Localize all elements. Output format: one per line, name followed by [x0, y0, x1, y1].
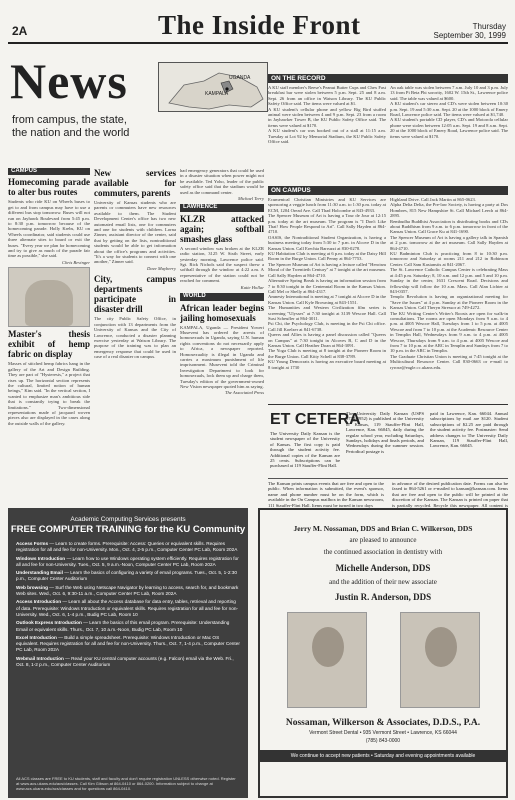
page-title: The Inside Front: [158, 10, 361, 40]
news-heading: News: [10, 53, 128, 109]
campus-headline: Homecoming parade to alter bus routes: [8, 177, 90, 198]
services-byline: Dave Mayberry: [147, 265, 176, 271]
record-item: A KU student's portable CD player, CD's and Motorola cellular phone were stolen between 12:05 a.m. Sept. 19 and 8 a.m. Sept. 20 at the 1000 block of Emery Road, Lawrence police said. The items were valued at $170.: [390, 117, 508, 139]
calendar-policy: [268, 478, 508, 508]
course-item: Access Introduction — Learn all about the Access database for data entry, tables, retrieval and reporting of data. Prerequisite: Windows Introduction or equivalent skills. Requires registration for all and fee for non-University. Wed., Oct. 6, 1-4 p.m., Budig PC Lab, Room 10: [16, 599, 238, 617]
course-item: Understanding Email — Learn the basics of configuring a variety of email programs. Tues., Oct. 5, 1-2:30 p.m., Computer Center Auditorium: [16, 570, 237, 582]
map-city-label: KAMPALA: [205, 91, 229, 97]
event-item: Alpha Delta Delta, the Pre-law Society, is having a party at Dos Hombres, 815 New Hampshire St. Call Michael Leech at 864-2895.: [390, 202, 508, 219]
drill-body: The city Public Safety Office, in conjunction with 13 departments from the University of Kansas and the City of Lawrence, conducted a disaster planning exercise yesterday at Watson Library. The purpose of the training was to plan an emergency response that could be used in case of a real disaster on campus.: [94, 316, 176, 360]
event-item: The Spencer Museum of Art is having a lecture called "Heroism Moral of the Twentieth Century" at 7 tonight at the art museum. Call Sally Hayden at 864-4710.: [268, 261, 386, 278]
event-item: OASIS, the Nontraditional Student Organization, is having a business meeting today from 5:30 to 7 p.m. in Alcove D in the Kansas Union. Call Erechia Barruzzi at 830-0278.: [268, 234, 386, 251]
on-campus: [268, 186, 508, 404]
page-number: 2A: [12, 24, 28, 38]
event-item: KU Badminton Club is practicing from 8 to 10:30 p.m. tomorrow and Saturday at rooms 211 and 212 in Robinson Center. Call Sam Kasianstis at 841-2067.: [390, 251, 508, 267]
event-item: Alternative Spring Break is having an information session from 7 to 8:30 tonight in the Centennial Room in the Kansas Union. Call Mel or Shelly at 864-4317.: [268, 278, 386, 294]
event-item: The Graduate Christian Union is meeting at 7:45 tonight at the Multicultural Resource Center. Call 830-0663 or e-mail to ryrose@eagle.cc.ukans.edu.: [390, 353, 508, 370]
issue-date: September 30, 1999: [433, 31, 506, 40]
associate-name-1: Michelle Anderson, DDS: [335, 563, 431, 573]
course-item: Access Forms — Learn to create forms. Prerequisite: Access: Queries or equivalent skills. Requires registration for all and fee for non-University. Mon., Oct. 4, 2-5 p.m., Computer Center PC Lab, Room 202A: [16, 541, 238, 553]
practice-phone: (785) 843-0000: [365, 738, 401, 744]
event-item: Queers and Allies is having a panel discussion called "Queers on Campus" at 7:30 tonight in Alcoves B, C and D in the Kansas Union. Call Heather Doan at 864-3091.: [268, 332, 386, 348]
ad-footer: All ACS classes are FREE to KU students, staff and faculty and don't require registration UNLESS otherwise noted. Register at www.acs.ukans.edu/acs/classes. Call Kim Gibson at 864-0410 or 864-0200. Information subject to change at www.acs.ukans.edu/acs/classes and for questions call 864-0410.: [16, 776, 236, 792]
hemp-exhibit-photo: [8, 267, 90, 327]
event-item: KU Young Democrats is having an executive board meeting at 8 tonight at 1730: [268, 359, 386, 370]
on-the-record-col-1: [268, 85, 386, 179]
practice-tagline: We continue to accept new patients • Saturday and evening appointments available: [260, 750, 506, 762]
course-name: Access Introduction: [16, 599, 62, 605]
announce-line-3: and the addition of their new associate: [329, 578, 437, 586]
services-body: University of Kansas students who are parents or commuters have new resources available to them. The Student Development Center's office has two new automated email lists, one for commuters and one for students with children. Lorna Zinner, assistant director of the center, said that by getting on the lists, nontraditional students would be able to get information about the office's programs and activities. "It's a way for students to connect with one another," Zinner said.: [94, 200, 176, 265]
course-desc: Learn how to use Windows operating system efficiently. Requires registration for all and fee for non-University. Tues., Oct. 5, 9 a.m.-Noon, Computer Center PC Lab, Room 202A: [16, 555, 239, 567]
record-item: An oak table was stolen between 7 a.m. July 10 and 3 p.m. July 13 from Pi Beta Phi sorority, 1602 W. 15th St., Lawrence police said. The table was valued at $600.: [390, 85, 508, 101]
course-desc: Read your KU central computer accounts (e.g. Falcon) email via the Web. Fri., Oct. 8, 1-2 p.m., Computer Center Auditorium: [16, 655, 234, 668]
news-header: [8, 52, 266, 164]
course-name: Access Forms: [16, 541, 49, 546]
drill-headline: City, campus departments participate in disaster drill: [94, 274, 176, 315]
issue-day: Thursday: [472, 22, 506, 31]
course-desc: Learn all about the Access database for data entry, tables, retrieval and reporting of data. Prerequisite: Windows Introduction or equivalent skills. Requires registration for all and fee for non-University. Wed., Oct. 6, 1-4 p.m., Budig PC Lab, Room 10: [16, 599, 238, 617]
klzr-byline: Katie Hollar: [240, 284, 264, 290]
event-item: KU Habitation Club is meeting at 6 p.m. today at the Daisy Hill Room in the Burge Union. Call Penny at 864-7753.: [268, 251, 386, 262]
course-desc: Learn to create forms. Prerequisite: Access: Queries or equivalent skills. Requires registration for all and fee for non-University. Mon., Oct. 4, 2-5 p.m., Computer Center PC Lab, Room 202A: [16, 541, 238, 553]
record-item: A KU student's car was booked out of a stall at 11:15 a.m. Tuesday at Lot 92 by Memorial Stadium, the KU Public Safety Office said.: [268, 128, 386, 145]
klzr-body: A second window was broken at the KLZR radio station, 3125 W. Sixth Street, early yesterday morning, Lawrence police said. Sgt. Rick Nichols said the suspect threw a softball through the window at 4:22 a.m. A representative of the station could not be reached for comment.: [180, 245, 264, 284]
africa-map: [158, 62, 268, 112]
event-item: Templo Revolution is having an organizational meeting for "Save the Issues" at 4 p.m. Sunday at the Pioneer Room in the Kansas Union. Call Theryn Stressor at 749-4272.: [390, 294, 508, 311]
dentist-photo: [400, 612, 480, 708]
event-item: Highland Drive. Call Jack Martin at 865-0623.: [390, 197, 476, 202]
course-desc: Build a simple spreadsheet. Prerequisite: Windows Introduction or Mac OS equivalent. Requires registration for all and fee for non-University. Thurs., Oct. 7, 1-4 p.m., Computer Center PC Lab, Room 202A: [16, 634, 240, 653]
ad-title: FREE COMPUTER TRAINING for the KU Community: [10, 524, 246, 535]
course-desc: Learn the basics of this email program. Prerequisite: Understanding Email or equivalent skills. Thurs., Oct. 7, 10 a.m.-Noon, Budig PC Lab, Room 10: [16, 620, 230, 632]
event-item: The Humanities and Western Civilization film series is screening "Ulysses" at 7:30 tonight at 3139 Wescoe Hall. Call Susi Scheufler at 864-3011.: [268, 305, 386, 321]
policy-text-1: The Kansan prints campus events that are free and open to the public. When information is submitted, the event's sponsor, name and phone number must be on the form, which is available in the On Campus mailbox in the Kansan newsroom, 111 Stauffer-Flint Hall. Items must be turned in two days: [268, 481, 384, 508]
course-name: Outlook Express Introduction: [16, 620, 82, 626]
on-campus-col-1: [268, 197, 386, 404]
event-item: Rembudha Buddhist Association is distributing books and CDs about Buddhism from 9 a.m. to 6 p.m. tomorrow in front of the Kansas Union. Call Grace Ku at 841-1690.: [390, 218, 508, 235]
campus-section-label: CAMPUS: [8, 168, 90, 175]
klzr-headline: KLZR attacked again; softball smashes glass: [180, 213, 264, 244]
news-subline: [12, 114, 129, 140]
course-name: Web browsing: [16, 584, 48, 590]
drill-byline: Michael Terry: [238, 196, 264, 202]
associate-name-2: Justin R. Anderson, DDS: [334, 592, 432, 602]
course-name: Understanding Email: [16, 570, 63, 576]
course-list: [8, 535, 248, 668]
on-the-record: [268, 74, 508, 179]
world-headline: African leader begins jailing homosexuals: [180, 302, 264, 323]
lawrence-section-label: LAWRENCE: [180, 204, 264, 211]
campus-byline: Chris Bevinger: [62, 259, 90, 265]
et-cetera-text-2: The University Daily Kansan (USPS 0734-4952) is published at the University of Kansas, 119 Stauffer-Flint Hall, Lawrence, Kan. 66045, daily during the regular school year, excluding Saturdays, Sundays, holidays and finals periods, and Wednesdays during the summer session. Periodical postage is: [346, 411, 424, 454]
policy-text-2: in advance of the desired publication date. Forms can also be faxed to 864-5261 or e-mailed to kansan@kansan.com. Items that are free and open to the public will be printed at the discretion of the Kansan. The Kansan is printed on paper that is partially recycled. Recycle this newspaper. All content is: [392, 481, 508, 508]
course-name: Webmail Introduction: [16, 655, 64, 661]
computer-training-ad: [8, 508, 248, 798]
dentist-names: Jerry M. Nossaman, DDS and Brian C. Wilkerson, DDS: [293, 524, 473, 533]
course-item: Excel Introduction — Build a simple spreadsheet. Prerequisite: Windows Introduction or Mac OS equivalent. Requires registration for all and fee for non-University. Thurs., Oct. 7, 1-4 p.m., Computer Center PC Lab, Room 202A: [16, 634, 240, 653]
on-campus-label: ON CAMPUS: [268, 186, 508, 195]
announce-line-2: the continued association in dentistry with: [323, 548, 443, 556]
course-desc: Surf the Web using Netscape Navigator by learning to access, search for, and bookmark Web sites. Wed., Oct. 6, 9:30-11 a.m., Computer Center PC Lab, Room 202A: [16, 584, 239, 597]
event-item: The Spencer Museum of Art is having a gallery talk in Spanish at 2 p.m. tomorrow at the art museum. Call Sally Hayden at 864-4710.: [390, 234, 508, 251]
event-item: The St. Lawrence Catholic Campus Center is celebrating Mass at 4:45 p.m. Saturday; 8, 10 a.m. and 12 p.m. and 5 and 10 p.m. Sunday in the center, 1631 Crescent Road. Decisions and fellowship will follow the 10 a.m. Mass. Call Alan Lichter at 843-0357.: [390, 267, 508, 294]
practice-name: Nossaman, Wilkerson & Associates, D.D.S., P.A.: [285, 718, 481, 728]
announce-line-1: are pleased to announce: [349, 536, 417, 544]
dentist-photos: [270, 612, 496, 708]
news-subline-1: from campus, the state,: [12, 114, 127, 126]
event-item: The Spencer Museum of Art is having a Tour de Jour at 12:15 p.m. today at the art museum. The program is "I Don't Like That! How People Respond to Art". Call Sally Hayden at 864-4710.: [268, 213, 386, 235]
news-subline-2: the nation and the world: [12, 127, 130, 139]
hemp-body: Masses of stitched hemp fabrics hang in the gallery of the Art and Design Building. They are part of "Hysteresis," a project that rises up. The horizontal section represents the cultural, limited notion of human beings," Kim said. "In the vertical section, I wanted to emphasize man's ambitious side that is constantly trying to break the limitations." Two-dimensional representations made of jacquard woven pieces also are displayed in the cases along the outside walls of the gallery.: [8, 361, 90, 426]
map-outline-icon: [159, 63, 269, 113]
course-desc: Learn the basics of configuring a variety of email programs. Tues., Oct. 5, 1-2:30 p.m., Computer Center Auditorium: [16, 570, 237, 582]
course-item: Outlook Express Introduction — Learn the basics of this email program. Prerequisite: Understanding Email or equivalent skills. Thurs., Oct. 7, 10 a.m.-Noon, Budig PC Lab, Room 10: [16, 620, 230, 632]
ad-header: [8, 508, 248, 535]
course-name: Windows Introduction: [16, 555, 66, 561]
services-column: [94, 168, 176, 504]
lawrence-world-column: [180, 168, 264, 504]
event-item: The Yoga Club is meeting at 8 tonight at the Pioneer Room in the Burge Union. Call Kitty Schell at 838-3789.: [268, 348, 386, 359]
event-item: Ecumenical Christian Ministries and KU Services are sponsoring a veggie lunch from 11:30 a.m. to 1:30 p.m. today at ECM, 1204 Oread Ave. Call Thad Holcombe at 843-4933.: [268, 197, 386, 213]
course-item: Windows Introduction — Learn how to use Windows operating system efficiently. Requires registration for all and fee for non-University. Tues., Oct. 5, 9 a.m.-Noon, Computer Center PC Lab, Room 202A: [16, 555, 239, 567]
event-item: The KU Writing Center's Writer's Roosts are open for walk-in consultations. The rooms are open Mondays from 9 a.m. to 4 p.m. at 4005 Wescoe Hall, Tuesdays from 1 to 5 p.m. at 4005 Wescoe and from 7 to 10 p.m. at the Academic Resource Center in Templin Hall, Wednesdays from 9 a.m. to 4 p.m. at 4005 Wescoe, Thursdays from 9 a.m. to 4 p.m. at 4005 Wescoe and from 7 to 10 p.m. at the ARC in Templin and Sundays from 7 to 10 p.m. in the ARC in Templin.: [390, 310, 508, 354]
hemp-headline: Master's thesis exhibit of hemp fabric on display: [8, 329, 90, 360]
services-headline: New services available for commuters, parents: [94, 168, 176, 198]
et-cetera-text-3: paid in Lawrence, Kan. 66044. Annual subscriptions by mail are $120. Student subscriptions of $2.25 are paid through the student activity fee. Postmaster: Send address changes to The University Daily Kansan, 119 Stauffer-Flint Hall, Lawrence, Kan. 66045.: [430, 411, 508, 449]
map-country-label: UGANDA: [229, 75, 251, 81]
dental-ad: [258, 508, 508, 798]
on-the-record-label: ON THE RECORD: [268, 74, 508, 83]
masthead: [8, 10, 508, 44]
dentist-photo: [287, 612, 367, 708]
on-campus-col-2: [390, 197, 508, 404]
record-item: A KU staff member's Reese's Peanut Butter Cups and Chex Fast breakfast bar were stolen between 5 p.m. Sept. 25 and 8 a.m. Sept. 26 from an office in Watson Library. The KU Public Safety Office said. The items were valued at $1.: [268, 85, 386, 107]
course-item: Web browsing — Surf the Web using Netscape Navigator by learning to access, search for, and bookmark Web sites. Wed., Oct. 6, 9:30-11 a.m., Computer Center PC Lab, Room 202A: [16, 584, 239, 597]
campus-body: Students who ride KU on Wheels buses to get to and from campus may have to use a different bus stop tomorrow. Buses will not run on Jayhawk Boulevard from 5:45 p.m. to 8:30 p.m. tomorrow because of the homecoming parade. Holly Krebs, KU on Wheels coordinator, said students could use three alternate sites to board or exit the buses. "Every year we plan for homecoming and try to give as much of the parade fair time as possible," she said.: [8, 199, 90, 259]
course-name: Excel Introduction: [16, 634, 57, 640]
event-item: Psi Chi, the Psychology Club, is meeting in the Psi Chi office. Call Jill Koelzer at 841-6738.: [268, 321, 386, 332]
practice-address: Vermont Street Dental • 935 Vermont Street • Lawrence, KS 66044: [309, 730, 457, 736]
et-cetera-text-1: The University Daily Kansan is the student newspaper of the University of Kansas. The first copy is paid through the student activity fee. Additional copies of the Kansan are 25 cents. Subscriptions can be purchased at 119 Stauffer-Flint Hall.: [270, 431, 340, 469]
record-item: A KU student's car stereo and CD's were stolen between 10:30 p.m. Sept. 19 and 5:30 a.m. Sept. 20 at the 1000 block of Emery Road, Lawrence police said. The items were valued at $1,740.: [390, 101, 508, 118]
course-item: Webmail Introduction — Read your KU central computer accounts (e.g. Falcon) email via the Web. Fri., Oct. 8, 1-2 p.m., Computer Center Auditorium: [16, 655, 234, 668]
campus-column: [8, 168, 90, 504]
world-section-label: WORLD: [180, 293, 264, 300]
record-item: A KU student's cellular phone and yellow Big Bird stuffed animal were stolen between 4 and 9 p.m. Sept. 23 from a room in Jayhawker Tower B, the KU Public Safety Office said. The items were valued at $170.: [268, 106, 386, 128]
et-cetera-heading: ET CETERA: [270, 411, 361, 428]
world-body: KAMPALA, Uganda — President Yoweri Museveni has ordered the arrests of homosexuals in Uganda, saying U.N. human rights conventions do not necessarily apply to Africa, a newspaper reported. Homosexuality is illegal in Uganda and carries a maximum punishment of life imprisonment. Museveni told the Criminal Investigation Department to look for homosexuals, lock them up and charge them, Tuesday's edition of the government-owned New Vision newspaper quoted him as saying.: [180, 324, 264, 389]
drill-continued: had emergency generators that could be used in a disaster situation when power might not be available. Ted Yoho, leader of the public safety office said that the stadium would be used as the command center.: [180, 168, 264, 195]
event-item: Amnesty International is meeting at 7 tonight at Alcove D in the Kansas Union. Call Kyle Browning at 843-1551.: [268, 294, 386, 305]
world-byline: The Associated Press: [224, 390, 264, 396]
ad-sponsor: Academic Computing Services presents: [70, 516, 186, 523]
on-the-record-col-2: [390, 85, 508, 179]
